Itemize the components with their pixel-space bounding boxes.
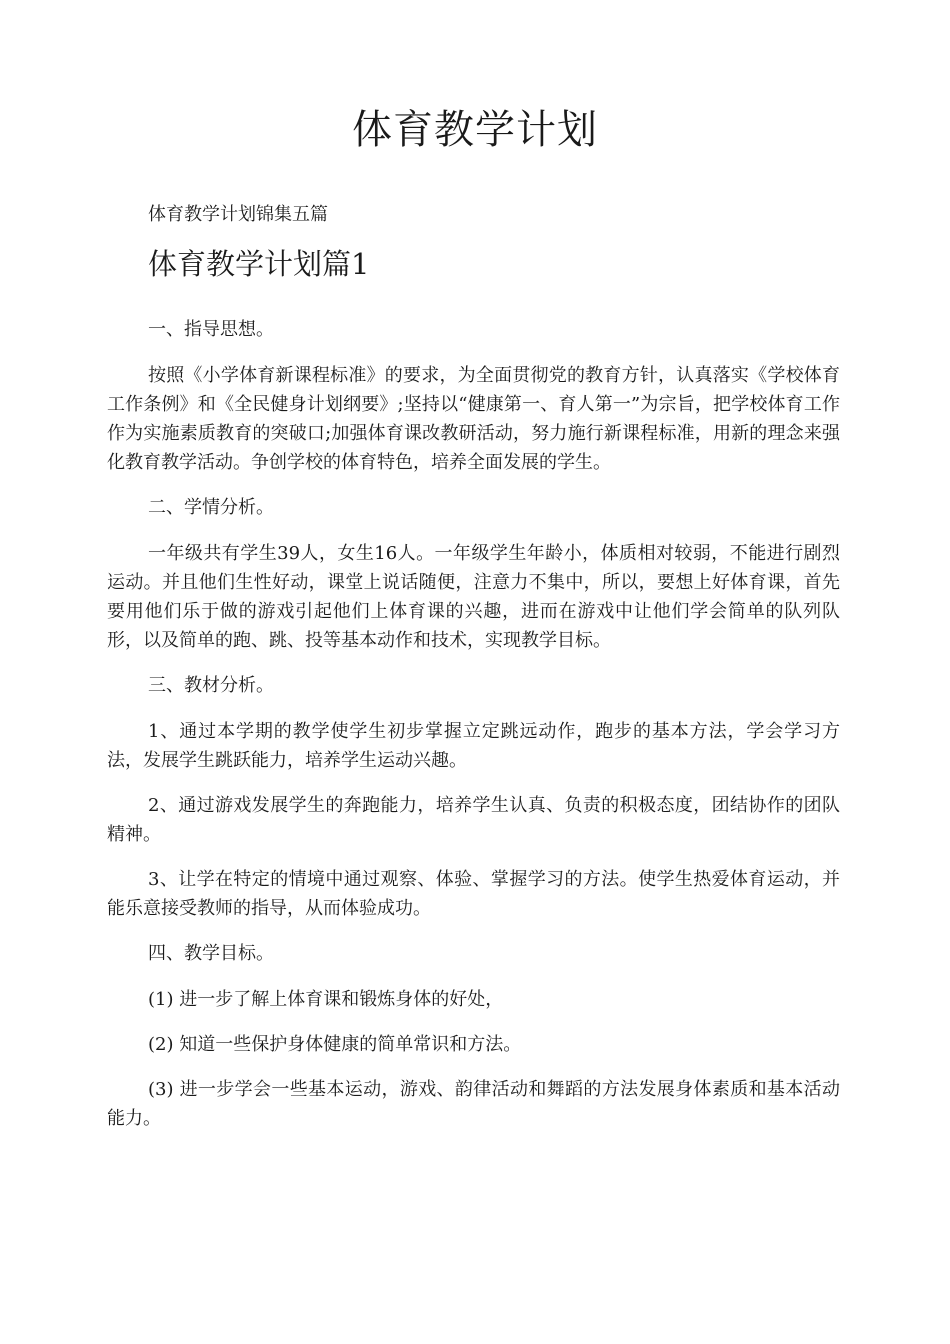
section-heading: 四、教学目标。 xyxy=(148,943,274,964)
document-title: 体育教学计划 xyxy=(352,107,598,153)
section-title: 体育教学计划篇1 xyxy=(148,247,370,281)
body-paragraph: 2、通过游戏发展学生的奔跑能力，培养学生认真、负责的积极态度，团结协作的团队精神。 xyxy=(107,795,840,845)
body-paragraph: 3、让学在特定的情境中通过观察、体验、掌握学习的方法。使学生热爱体育运动，并能乐意接受教师的指导，从而体验成功。 xyxy=(107,869,840,919)
body-paragraph: 1、通过本学期的教学使学生初步掌握立定跳远动作，跑步的基本方法，学会学习方法，发展学生跳跃能力，培养学生运动兴趣。 xyxy=(107,721,840,771)
list-item: (2) 知道一些保护身体健康的简单常识和方法。 xyxy=(148,1034,522,1055)
document-subtitle: 体育教学计划锦集五篇 xyxy=(148,204,328,225)
section-heading: 三、教材分析。 xyxy=(148,675,274,696)
body-paragraph: 按照《小学体育新课程标准》的要求，为全面贯彻党的教育方针，认真落实《学校体育工作条例》和《全民健身计划纲要》;坚持以“健康第一、育人第一”为宗旨，把学校体育工作作为实施素质教育的突破口;加强体育课改教研活动，努力施行新课程标准，用新的理念来强化教育教学活动。争创学校的体育特色，培养全面发展的学生。 xyxy=(107,365,840,473)
body-paragraph: 一年级共有学生39人，女生16人。一年级学生年龄小，体质相对较弱，不能进行剧烈运动。并且他们生性好动，课堂上说话随便，注意力不集中，所以，要想上好体育课，首先要用他们乐于做的游戏引起他们上体育课的兴趣，进而在游戏中让他们学会简单的队列队形，以及简单的跑、跳、投等基本动作和技术，实现教学目标。 xyxy=(107,543,840,651)
document-body xyxy=(107,315,840,1149)
list-item: (3) 进一步学会一些基本运动，游戏、韵律活动和舞蹈的方法发展身体素质和基本活动能力。 xyxy=(107,1079,840,1129)
section-heading: 二、学情分析。 xyxy=(148,497,274,518)
section-heading: 一、指导思想。 xyxy=(148,319,274,340)
list-item: (1) 进一步了解上体育课和锻炼身体的好处， xyxy=(148,989,504,1010)
